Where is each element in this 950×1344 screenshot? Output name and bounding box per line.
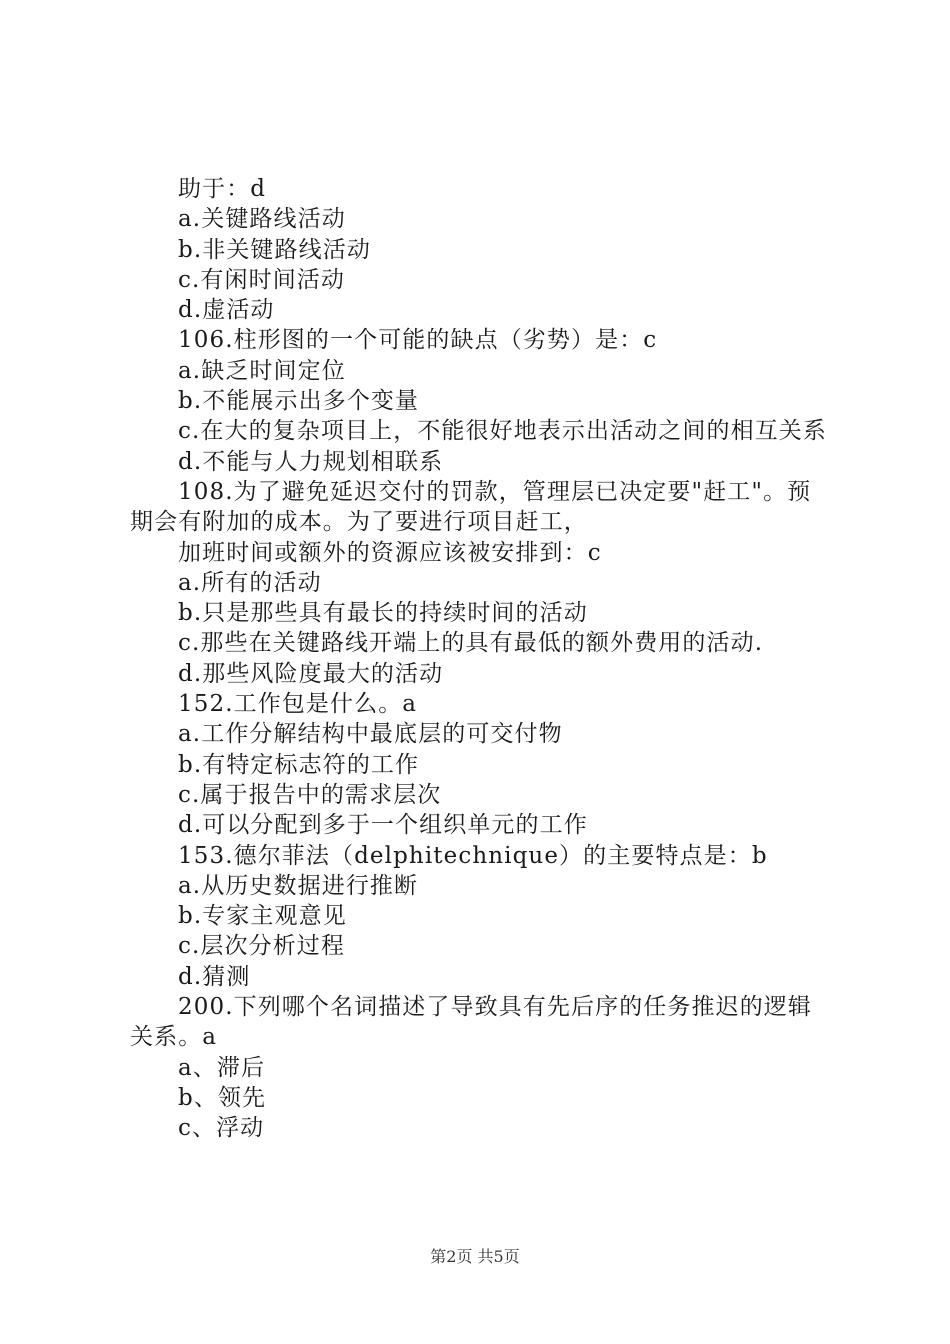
text-line: b.有特定标志符的工作 bbox=[178, 751, 420, 778]
text-line: a.从历史数据进行推断 bbox=[178, 872, 419, 899]
text-line: 106.柱形图的一个可能的缺点（劣势）是：c bbox=[178, 327, 658, 354]
text-line: d.那些风险度最大的活动 bbox=[178, 660, 444, 687]
text-line: d.可以分配到多于一个组织单元的工作 bbox=[178, 812, 588, 839]
text-line: b.只是那些具有最长的持续时间的活动 bbox=[178, 600, 588, 627]
document-body bbox=[130, 174, 830, 1144]
text-line: d.猜测 bbox=[178, 963, 251, 990]
page-footer: 第2页 共5页 bbox=[430, 1247, 520, 1266]
text-line: c.属于报告中的需求层次 bbox=[178, 781, 442, 808]
text-line: d.虚活动 bbox=[178, 297, 275, 324]
text-line: a.缺乏时间定位 bbox=[178, 357, 346, 384]
text-line: 200.下列哪个名词描述了导致具有先后序的任务推迟的逻辑关系。a bbox=[130, 994, 813, 1051]
text-line: b、领先 bbox=[178, 1084, 267, 1111]
text-line: c.那些在关键路线开端上的具有最低的额外费用的活动. bbox=[178, 630, 764, 657]
text-line: b.专家主观意见 bbox=[178, 903, 347, 930]
text-line: c、浮动 bbox=[178, 1115, 265, 1142]
text-line: a.关键路线活动 bbox=[178, 206, 346, 233]
text-line: b.不能展示出多个变量 bbox=[178, 388, 420, 415]
text-line: d.不能与人力规划相联系 bbox=[178, 448, 444, 475]
text-line: 152.工作包是什么。a bbox=[178, 691, 418, 718]
text-line: 153.德尔菲法（delphitechnique）的主要特点是：b bbox=[178, 842, 768, 869]
text-line: 助于：d bbox=[178, 176, 267, 202]
text-line: a.所有的活动 bbox=[178, 569, 322, 596]
text-line: 108.为了避免延迟交付的罚款，管理层已决定要"赶工"。预期会有附加的成本。为了要进行项目赶工， bbox=[130, 478, 812, 536]
text-line: c.层次分析过程 bbox=[178, 933, 345, 960]
text-line: c.有闲时间活动 bbox=[178, 266, 345, 293]
text-line: b.非关键路线活动 bbox=[178, 236, 371, 263]
text-line: a.工作分解结构中最底层的可交付物 bbox=[178, 721, 563, 748]
text-line: 加班时间或额外的资源应该被安排到：c bbox=[178, 539, 602, 566]
text-line: a、滞后 bbox=[178, 1054, 266, 1081]
text-line: c.在大的复杂项目上，不能很好地表示出活动之间的相互关系 bbox=[178, 418, 827, 445]
